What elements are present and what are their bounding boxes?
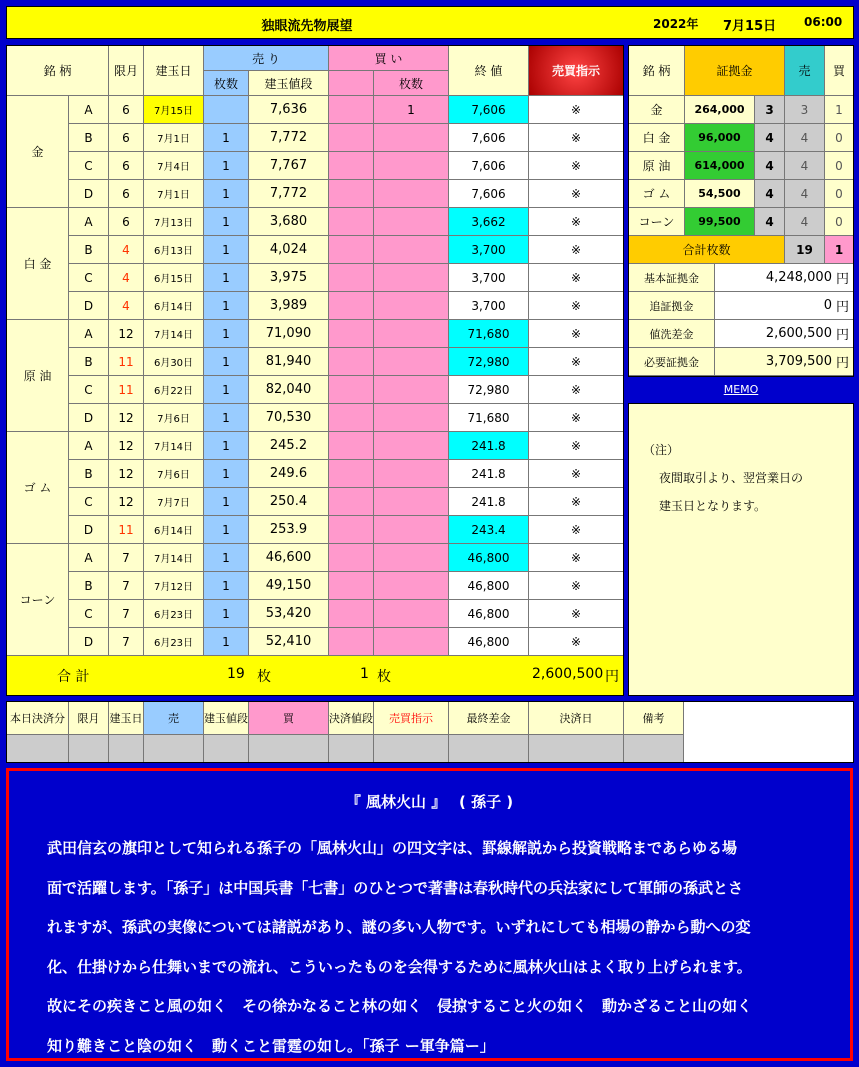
row-buy-price bbox=[329, 208, 374, 236]
col-header-uri: 売 り bbox=[204, 46, 329, 71]
row-sell-count: 1 bbox=[204, 208, 249, 236]
row-month: 6 bbox=[109, 96, 144, 124]
margin-row-name: 白 金 bbox=[629, 124, 685, 152]
margin-row-amount: 264,000 bbox=[685, 96, 755, 124]
row-mark: ※ bbox=[529, 628, 624, 656]
row-buy-count bbox=[374, 488, 449, 516]
row-buy-count bbox=[374, 628, 449, 656]
yen-unit: 円 bbox=[835, 356, 849, 371]
row-sell-count: 1 bbox=[204, 152, 249, 180]
total-label: 合 計 bbox=[57, 669, 90, 685]
row-date: 7月13日 bbox=[144, 208, 204, 236]
row-sell-count: 1 bbox=[204, 124, 249, 152]
margin-row-amount: 96,000 bbox=[685, 124, 755, 152]
row-buy-price bbox=[329, 376, 374, 404]
group-name: 原 油 bbox=[7, 320, 69, 432]
row-id: B bbox=[69, 348, 109, 376]
row-month: 11 bbox=[109, 348, 144, 376]
row-date: 7月12日 bbox=[144, 572, 204, 600]
group-name: 金 bbox=[7, 96, 69, 208]
row-price: 7,636 bbox=[249, 96, 329, 124]
row-mark: ※ bbox=[529, 600, 624, 628]
header-date: 7月15日 bbox=[723, 19, 777, 34]
row-buy-count bbox=[374, 152, 449, 180]
row-mark: ※ bbox=[529, 180, 624, 208]
row-id: D bbox=[69, 292, 109, 320]
col-header-buy-count: 枚数 bbox=[374, 71, 449, 96]
margin-col-shokokin: 証拠金 bbox=[685, 46, 785, 96]
margin-row-buy: 0 bbox=[825, 152, 854, 180]
row-buy-count bbox=[374, 236, 449, 264]
settle-cell[interactable] bbox=[249, 735, 329, 763]
row-sell-count: 1 bbox=[204, 572, 249, 600]
row-mark: ※ bbox=[529, 488, 624, 516]
row-month: 7 bbox=[109, 572, 144, 600]
row-price: 4,024 bbox=[249, 236, 329, 264]
margin-total-label: 合計枚数 bbox=[629, 236, 785, 264]
row-id: D bbox=[69, 404, 109, 432]
row-sell-count: 1 bbox=[204, 236, 249, 264]
yen-unit: 円 bbox=[835, 300, 849, 315]
row-price: 253.9 bbox=[249, 516, 329, 544]
header-year: 2022年 bbox=[653, 17, 699, 31]
quote-line: 故にその疾きこと風の如く その徐かなること林の如く 侵掠すること火の如く 動かざること山の如く bbox=[47, 997, 753, 1015]
quote-body bbox=[47, 829, 830, 1066]
row-mark: ※ bbox=[529, 236, 624, 264]
row-month: 12 bbox=[109, 432, 144, 460]
margin-row-rate: 4 bbox=[755, 152, 785, 180]
settle-col-header: 決済日 bbox=[529, 702, 624, 735]
settle-cell[interactable] bbox=[624, 735, 684, 763]
row-mark: ※ bbox=[529, 320, 624, 348]
row-sell-count: 1 bbox=[204, 292, 249, 320]
quote-panel bbox=[6, 768, 853, 1061]
col-header-price: 建玉値段 bbox=[249, 71, 329, 96]
row-price: 7,772 bbox=[249, 124, 329, 152]
settle-col-header: 売買指示 bbox=[374, 702, 449, 735]
row-month: 12 bbox=[109, 488, 144, 516]
positions-table bbox=[6, 45, 624, 696]
row-mark: ※ bbox=[529, 516, 624, 544]
row-date: 7月6日 bbox=[144, 404, 204, 432]
settle-col-header: 決済値段 bbox=[329, 702, 374, 735]
row-close: 7,606 bbox=[449, 124, 529, 152]
quote-line: 知り難きこと陰の如く 動くこと雷霆の如し。「孫子 ー軍争篇ー」 bbox=[47, 1036, 495, 1055]
row-buy-price bbox=[329, 348, 374, 376]
total-sell-unit: 枚 bbox=[257, 669, 271, 685]
margin-summary-value bbox=[715, 348, 854, 376]
settle-col-header: 建玉値段 bbox=[204, 702, 249, 735]
settle-cell[interactable] bbox=[329, 735, 374, 763]
row-sell-count bbox=[204, 96, 249, 124]
settle-col-header: 限月 bbox=[69, 702, 109, 735]
row-buy-count bbox=[374, 544, 449, 572]
group-name: ゴ ム bbox=[7, 432, 69, 544]
margin-total-buy: 1 bbox=[825, 236, 854, 264]
row-date: 7月15日 bbox=[144, 96, 204, 124]
row-id: A bbox=[69, 544, 109, 572]
row-mark: ※ bbox=[529, 348, 624, 376]
row-buy-price bbox=[329, 320, 374, 348]
margin-row-sell: 4 bbox=[785, 152, 825, 180]
settle-cell[interactable] bbox=[204, 735, 249, 763]
total-buy: 1 bbox=[360, 666, 369, 682]
row-date: 7月1日 bbox=[144, 124, 204, 152]
row-id: B bbox=[69, 236, 109, 264]
margin-row-buy: 1 bbox=[825, 96, 854, 124]
row-id: A bbox=[69, 208, 109, 236]
quote-line: 武田信玄の旗印として知られる孫子の「風林火山」の四文字は、罫線解説から投資戦略まであらゆる場 bbox=[47, 839, 738, 857]
total-yen: 円 bbox=[605, 669, 619, 685]
settle-col-header: 買 bbox=[249, 702, 329, 735]
margin-row-rate: 4 bbox=[755, 208, 785, 236]
margin-summary-label: 必要証拠金 bbox=[629, 348, 715, 376]
row-sell-count: 1 bbox=[204, 348, 249, 376]
row-id: C bbox=[69, 488, 109, 516]
margin-row-rate: 4 bbox=[755, 180, 785, 208]
row-id: C bbox=[69, 600, 109, 628]
row-buy-price bbox=[329, 544, 374, 572]
row-buy-count bbox=[374, 460, 449, 488]
margin-row-amount: 614,000 bbox=[685, 152, 755, 180]
quote-title: 『 風林火山 』 ( 孫子 ) bbox=[345, 793, 514, 811]
row-month: 7 bbox=[109, 544, 144, 572]
total-diff: 2,600,500 bbox=[532, 666, 604, 682]
settle-col-header: 売 bbox=[144, 702, 204, 735]
settle-cell[interactable] bbox=[374, 735, 449, 763]
row-buy-count bbox=[374, 432, 449, 460]
row-month: 6 bbox=[109, 152, 144, 180]
row-id: D bbox=[69, 628, 109, 656]
margin-row-buy: 0 bbox=[825, 124, 854, 152]
row-id: D bbox=[69, 180, 109, 208]
row-buy-price bbox=[329, 516, 374, 544]
row-close: 3,662 bbox=[449, 208, 529, 236]
row-sell-count: 1 bbox=[204, 488, 249, 516]
row-price: 245.2 bbox=[249, 432, 329, 460]
margin-row-name: ゴ ム bbox=[629, 180, 685, 208]
row-month: 4 bbox=[109, 236, 144, 264]
settle-col-header: 建玉日 bbox=[109, 702, 144, 735]
margin-col-meigara: 銘 柄 bbox=[629, 46, 685, 96]
row-month: 12 bbox=[109, 460, 144, 488]
row-mark: ※ bbox=[529, 432, 624, 460]
row-close: 46,800 bbox=[449, 544, 529, 572]
settle-cell[interactable] bbox=[529, 735, 624, 763]
yen-unit: 円 bbox=[835, 272, 849, 287]
row-buy-price bbox=[329, 600, 374, 628]
col-header-buy-price bbox=[329, 71, 374, 96]
row-sell-count: 1 bbox=[204, 600, 249, 628]
row-close: 241.8 bbox=[449, 432, 529, 460]
row-buy-count bbox=[374, 292, 449, 320]
col-header-kai: 買 い bbox=[329, 46, 449, 71]
row-buy-count bbox=[374, 376, 449, 404]
row-price: 3,975 bbox=[249, 264, 329, 292]
margin-summary-value bbox=[715, 264, 854, 292]
row-buy-price bbox=[329, 432, 374, 460]
row-price: 53,420 bbox=[249, 600, 329, 628]
margin-row-rate: 4 bbox=[755, 124, 785, 152]
margin-summary-label: 追証拠金 bbox=[629, 292, 715, 320]
settlement-table bbox=[6, 701, 854, 763]
margin-summary-amount: 2,600,500 bbox=[765, 326, 832, 341]
row-buy-price bbox=[329, 96, 374, 124]
row-id: A bbox=[69, 320, 109, 348]
row-date: 6月14日 bbox=[144, 516, 204, 544]
row-price: 7,767 bbox=[249, 152, 329, 180]
group-name: 白 金 bbox=[7, 208, 69, 320]
row-close: 72,980 bbox=[449, 376, 529, 404]
row-date: 7月14日 bbox=[144, 432, 204, 460]
col-header-sell-count: 枚数 bbox=[204, 71, 249, 96]
row-sell-count: 1 bbox=[204, 264, 249, 292]
margin-row-buy: 0 bbox=[825, 208, 854, 236]
row-buy-count bbox=[374, 348, 449, 376]
row-price: 3,680 bbox=[249, 208, 329, 236]
row-date: 6月23日 bbox=[144, 600, 204, 628]
row-buy-count bbox=[374, 572, 449, 600]
row-close: 72,980 bbox=[449, 348, 529, 376]
row-price: 46,600 bbox=[249, 544, 329, 572]
row-mark: ※ bbox=[529, 208, 624, 236]
margin-row-sell: 4 bbox=[785, 208, 825, 236]
row-price: 7,772 bbox=[249, 180, 329, 208]
settle-cell[interactable] bbox=[109, 735, 144, 763]
row-buy-price bbox=[329, 264, 374, 292]
row-mark: ※ bbox=[529, 124, 624, 152]
row-buy-price bbox=[329, 404, 374, 432]
row-month: 4 bbox=[109, 264, 144, 292]
row-price: 71,090 bbox=[249, 320, 329, 348]
margin-row-sell: 3 bbox=[785, 96, 825, 124]
row-sell-count: 1 bbox=[204, 544, 249, 572]
row-date: 6月23日 bbox=[144, 628, 204, 656]
margin-summary-label: 値洗差金 bbox=[629, 320, 715, 348]
col-header-baibai-shiji: 売買指示 bbox=[529, 46, 624, 96]
row-buy-count: 1 bbox=[374, 96, 449, 124]
memo-line: 夜間取引より、翌営業日の bbox=[659, 471, 804, 485]
row-month: 12 bbox=[109, 320, 144, 348]
row-month: 7 bbox=[109, 600, 144, 628]
row-mark: ※ bbox=[529, 152, 624, 180]
settle-col-header: 備考 bbox=[624, 702, 684, 735]
margin-row-name: コーン bbox=[629, 208, 685, 236]
row-sell-count: 1 bbox=[204, 376, 249, 404]
col-header-owarine: 終 値 bbox=[449, 46, 529, 96]
row-id: A bbox=[69, 432, 109, 460]
row-mark: ※ bbox=[529, 292, 624, 320]
row-mark: ※ bbox=[529, 376, 624, 404]
margin-table bbox=[628, 45, 854, 377]
margin-row-name: 原 油 bbox=[629, 152, 685, 180]
margin-row-name: 金 bbox=[629, 96, 685, 124]
row-month: 12 bbox=[109, 404, 144, 432]
row-price: 52,410 bbox=[249, 628, 329, 656]
row-month: 4 bbox=[109, 292, 144, 320]
row-month: 11 bbox=[109, 516, 144, 544]
row-month: 7 bbox=[109, 628, 144, 656]
row-sell-count: 1 bbox=[204, 180, 249, 208]
margin-summary-amount: 4,248,000 bbox=[765, 270, 832, 285]
settle-col-header: 最終差金 bbox=[449, 702, 529, 735]
row-id: B bbox=[69, 572, 109, 600]
row-id: C bbox=[69, 152, 109, 180]
row-buy-count bbox=[374, 264, 449, 292]
quote-line: 化、仕掛けから仕舞いまでの流れ、こういったものを会得するために風林火山はよく取り上げられます。 bbox=[47, 957, 752, 976]
row-mark: ※ bbox=[529, 96, 624, 124]
group-name: コーン bbox=[7, 544, 69, 656]
title-bar bbox=[6, 6, 854, 39]
margin-row-amount: 54,500 bbox=[685, 180, 755, 208]
memo-panel bbox=[628, 403, 854, 696]
settle-cell[interactable] bbox=[7, 735, 69, 763]
col-header-gengetsu: 限月 bbox=[109, 46, 144, 96]
row-date: 7月7日 bbox=[144, 488, 204, 516]
row-date: 6月15日 bbox=[144, 264, 204, 292]
row-date: 6月13日 bbox=[144, 236, 204, 264]
row-close: 7,606 bbox=[449, 152, 529, 180]
margin-summary-amount: 0 bbox=[823, 298, 832, 313]
quote-line: れますが、孫武の実像については諸説があり、謎の多い人物です。いずれにしても相場の静から動への変 bbox=[47, 918, 751, 936]
margin-total-sell: 19 bbox=[785, 236, 825, 264]
row-buy-price bbox=[329, 292, 374, 320]
memo-line: 建玉日となります。 bbox=[659, 499, 767, 513]
row-id: B bbox=[69, 124, 109, 152]
row-buy-count bbox=[374, 208, 449, 236]
row-date: 6月22日 bbox=[144, 376, 204, 404]
margin-summary-amount: 3,709,500 bbox=[765, 354, 832, 369]
row-close: 46,800 bbox=[449, 572, 529, 600]
row-month: 11 bbox=[109, 376, 144, 404]
page-title: 独眼流先物展望 bbox=[261, 19, 353, 34]
row-sell-count: 1 bbox=[204, 320, 249, 348]
row-id: C bbox=[69, 264, 109, 292]
margin-row-amount: 99,500 bbox=[685, 208, 755, 236]
margin-row-buy: 0 bbox=[825, 180, 854, 208]
row-id: C bbox=[69, 376, 109, 404]
margin-row-rate: 3 bbox=[755, 96, 785, 124]
row-mark: ※ bbox=[529, 264, 624, 292]
row-price: 249.6 bbox=[249, 460, 329, 488]
row-sell-count: 1 bbox=[204, 628, 249, 656]
row-id: B bbox=[69, 460, 109, 488]
row-month: 6 bbox=[109, 124, 144, 152]
row-close: 3,700 bbox=[449, 292, 529, 320]
row-buy-count bbox=[374, 404, 449, 432]
margin-row-sell: 4 bbox=[785, 124, 825, 152]
row-buy-count bbox=[374, 124, 449, 152]
settle-cell[interactable] bbox=[144, 735, 204, 763]
row-date: 7月14日 bbox=[144, 320, 204, 348]
row-close: 243.4 bbox=[449, 516, 529, 544]
yen-unit: 円 bbox=[835, 328, 849, 343]
row-buy-count bbox=[374, 320, 449, 348]
row-buy-count bbox=[374, 180, 449, 208]
col-header-meigara: 銘 柄 bbox=[7, 46, 109, 96]
row-month: 6 bbox=[109, 180, 144, 208]
row-close: 71,680 bbox=[449, 404, 529, 432]
row-close: 46,800 bbox=[449, 628, 529, 656]
total-sell: 19 bbox=[227, 666, 245, 682]
row-sell-count: 1 bbox=[204, 404, 249, 432]
row-date: 6月30日 bbox=[144, 348, 204, 376]
header-time: 06:00 bbox=[804, 15, 843, 29]
memo-note-label: （注） bbox=[643, 443, 680, 457]
col-header-tategyokubi: 建玉日 bbox=[144, 46, 204, 96]
row-close: 3,700 bbox=[449, 236, 529, 264]
row-sell-count: 1 bbox=[204, 460, 249, 488]
row-mark: ※ bbox=[529, 404, 624, 432]
margin-col-kai: 買 bbox=[825, 46, 854, 96]
row-close: 7,606 bbox=[449, 180, 529, 208]
row-close: 7,606 bbox=[449, 96, 529, 124]
row-buy-price bbox=[329, 460, 374, 488]
row-date: 7月1日 bbox=[144, 180, 204, 208]
row-price: 70,530 bbox=[249, 404, 329, 432]
row-buy-price bbox=[329, 628, 374, 656]
row-date: 7月6日 bbox=[144, 460, 204, 488]
row-price: 3,989 bbox=[249, 292, 329, 320]
margin-summary-value bbox=[715, 292, 854, 320]
row-sell-count: 1 bbox=[204, 516, 249, 544]
row-price: 82,040 bbox=[249, 376, 329, 404]
row-close: 241.8 bbox=[449, 488, 529, 516]
row-price: 250.4 bbox=[249, 488, 329, 516]
settle-cell[interactable] bbox=[449, 735, 529, 763]
row-mark: ※ bbox=[529, 544, 624, 572]
row-price: 81,940 bbox=[249, 348, 329, 376]
row-buy-price bbox=[329, 572, 374, 600]
settle-cell[interactable] bbox=[69, 735, 109, 763]
row-date: 7月14日 bbox=[144, 544, 204, 572]
row-date: 7月4日 bbox=[144, 152, 204, 180]
row-id: D bbox=[69, 516, 109, 544]
memo-link[interactable]: MEMO bbox=[723, 383, 759, 396]
row-sell-count: 1 bbox=[204, 432, 249, 460]
margin-summary-value bbox=[715, 320, 854, 348]
margin-row-sell: 4 bbox=[785, 180, 825, 208]
row-close: 46,800 bbox=[449, 600, 529, 628]
row-close: 71,680 bbox=[449, 320, 529, 348]
row-buy-price bbox=[329, 488, 374, 516]
row-buy-price bbox=[329, 152, 374, 180]
totals-row bbox=[7, 656, 624, 696]
row-close: 3,700 bbox=[449, 264, 529, 292]
quote-line: 面で活躍します。「孫子」は中国兵書「七書」のひとつで著書は春秋時代の兵法家にして軍師の孫武とさ bbox=[47, 878, 744, 897]
total-buy-unit: 枚 bbox=[377, 669, 391, 685]
margin-col-uri: 売 bbox=[785, 46, 825, 96]
row-id: A bbox=[69, 96, 109, 124]
row-mark: ※ bbox=[529, 460, 624, 488]
row-buy-price bbox=[329, 236, 374, 264]
row-mark: ※ bbox=[529, 572, 624, 600]
margin-summary-label: 基本証拠金 bbox=[629, 264, 715, 292]
row-close: 241.8 bbox=[449, 460, 529, 488]
row-price: 49,150 bbox=[249, 572, 329, 600]
row-buy-count bbox=[374, 516, 449, 544]
row-buy-count bbox=[374, 600, 449, 628]
settle-col-header: 本日決済分 bbox=[7, 702, 69, 735]
row-month: 6 bbox=[109, 208, 144, 236]
row-buy-price bbox=[329, 124, 374, 152]
row-buy-price bbox=[329, 180, 374, 208]
row-date: 6月14日 bbox=[144, 292, 204, 320]
